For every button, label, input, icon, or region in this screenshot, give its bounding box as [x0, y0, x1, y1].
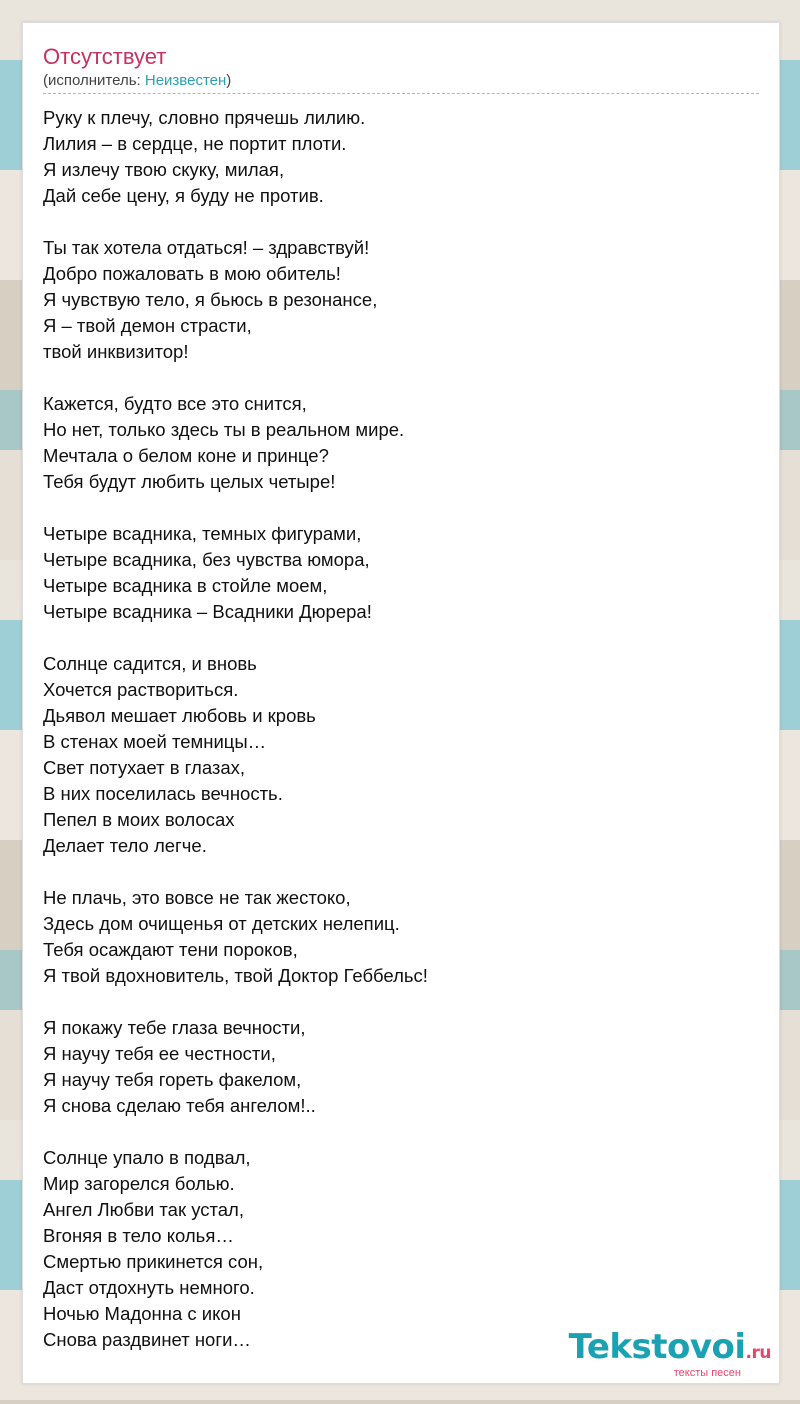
lyric-line: Руку к плечу, словно прячешь лилию. — [43, 107, 366, 128]
lyric-line: Делает тело легче. — [43, 835, 207, 856]
lyric-line: Дай себе цену, я буду не против. — [43, 185, 324, 206]
lyric-line: Тебя будут любить целых четыре! — [43, 471, 336, 492]
lyric-line: Кажется, будто все это снится, — [43, 393, 307, 414]
lyric-line: Не плачь, это вовсе не так жестоко, — [43, 887, 351, 908]
artist-prefix: (исполнитель: — [43, 72, 145, 89]
stanza-gap — [43, 209, 759, 235]
artist-link[interactable]: Неизвестен — [144, 72, 227, 89]
lyric-line: Хочется раствориться. — [43, 679, 239, 700]
logo-tagline: тексты песен — [673, 1367, 741, 1379]
lyric-line: твой инквизитор! — [43, 341, 189, 362]
lyric-line: Четыре всадника, без чувства юмора, — [43, 549, 370, 570]
lyric-line: Я покажу тебе глаза вечности, — [43, 1017, 306, 1038]
song-header — [43, 43, 759, 94]
stanza-gap — [43, 495, 759, 521]
song-title: Отсутствует — [43, 44, 167, 69]
lyric-line: Добро пожаловать в мою обитель! — [43, 263, 341, 284]
lyric-line: Я – твой демон страсти, — [43, 315, 252, 336]
lyric-line: Мечтала о белом коне и принце? — [43, 445, 329, 466]
logo-domain: .ru — [745, 1343, 771, 1363]
lyric-line: Смертью прикинется сон, — [43, 1251, 264, 1272]
lyric-line: Здесь дом очищенья от детских нелепиц. — [43, 913, 400, 934]
lyric-line: Четыре всадника – Всадники Дюрера! — [43, 601, 372, 622]
lyric-line: Но нет, только здесь ты в реальном мире. — [43, 419, 405, 440]
logo-name: Tekstovoi — [568, 1327, 746, 1367]
stanza-gap — [43, 859, 759, 885]
stanza-gap — [43, 365, 759, 391]
lyric-line: Дьявол мешает любовь и кровь — [43, 705, 316, 726]
stanza-gap — [43, 625, 759, 651]
lyric-line: Вгоняя в тело колья… — [43, 1225, 234, 1246]
lyric-line: Солнце садится, и вновь — [43, 653, 257, 674]
lyric-line: Четыре всадника, темных фигурами, — [43, 523, 362, 544]
lyric-line: Тебя осаждают тени пороков, — [43, 939, 298, 960]
lyric-line: Я излечу твою скуку, милая, — [43, 159, 285, 180]
lyric-line: Свет потухает в глазах, — [43, 757, 246, 778]
stanza-gap — [43, 989, 759, 1015]
lyric-line: Ты так хотела отдаться! – здравствуй! — [43, 237, 370, 258]
lyric-line: Мир загорелся болью. — [43, 1173, 235, 1194]
lyric-line: Ангел Любви так устал, — [43, 1199, 244, 1220]
stanza-gap — [43, 1119, 759, 1145]
lyric-line: Я чувствую тело, я бьюсь в резонансе, — [43, 289, 378, 310]
lyric-line: Даст отдохнуть немного. — [43, 1277, 255, 1298]
artist-line — [43, 71, 759, 94]
lyric-line: Я снова сделаю тебя ангелом!.. — [43, 1095, 316, 1116]
lyric-line: Пепел в моих волосах — [43, 809, 235, 830]
lyric-line: Я научу тебя гореть факелом, — [43, 1069, 302, 1090]
artist-suffix: ) — [226, 72, 232, 89]
lyrics-text — [43, 105, 759, 1353]
lyric-line: Четыре всадника в стойле моем, — [43, 575, 328, 596]
lyric-line: Я твой вдохновитель, твой Доктор Геббельс! — [43, 965, 428, 986]
lyric-line: Снова раздвинет ноги… — [43, 1329, 251, 1350]
lyric-line: Ночью Мадонна с икон — [43, 1303, 241, 1324]
lyrics-card — [22, 22, 780, 1384]
lyric-line: В стенах моей темницы… — [43, 731, 267, 752]
site-logo[interactable] — [569, 1329, 771, 1379]
lyric-line: Лилия – в сердце, не портит плоти. — [43, 133, 347, 154]
lyric-line: В них поселилась вечность. — [43, 783, 283, 804]
lyric-line: Солнце упало в подвал, — [43, 1147, 251, 1168]
lyric-line: Я научу тебя ее честности, — [43, 1043, 276, 1064]
